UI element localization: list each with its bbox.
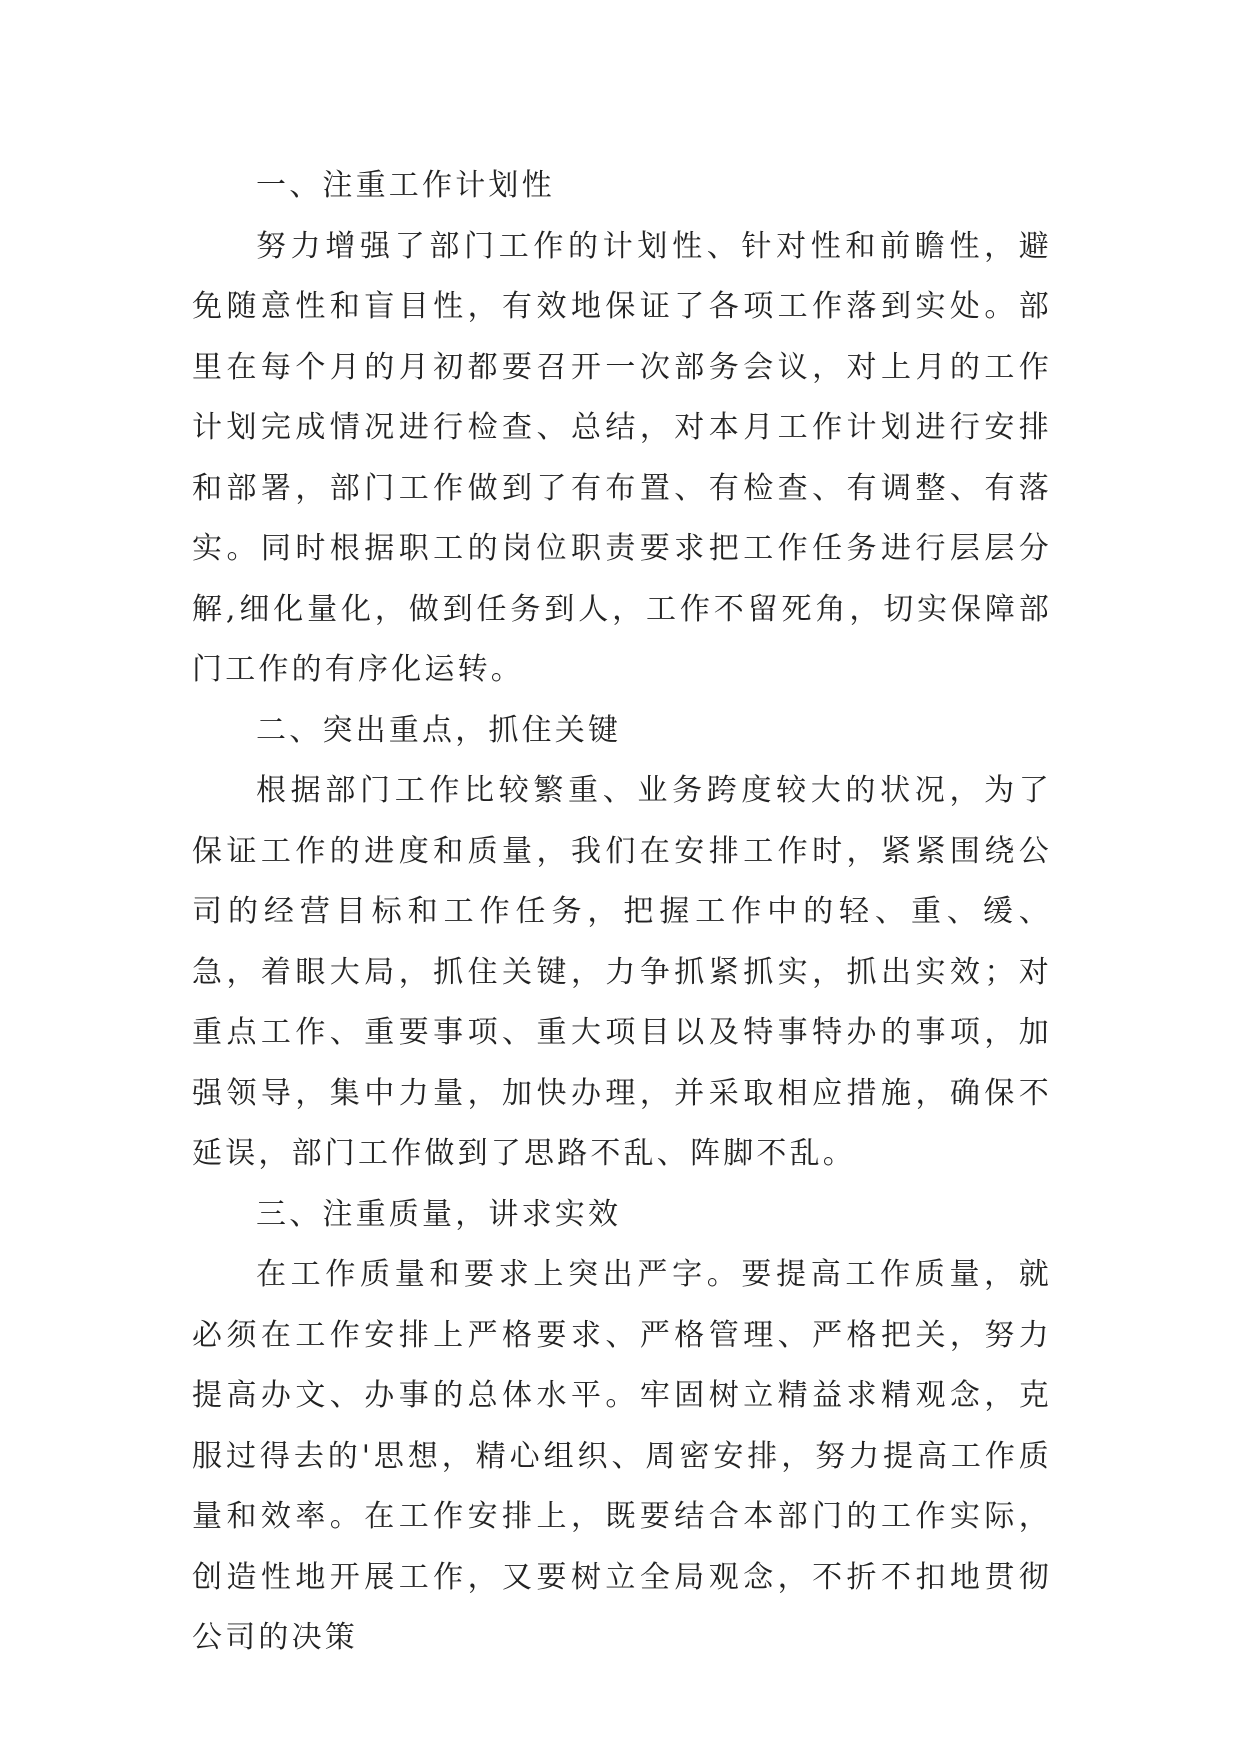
document-body bbox=[192, 156, 1052, 1669]
section-paragraph-3: 在工作质量和要求上突出严字。要提高工作质量，就必须在工作安排上严格要求、严格管理、严格把关，努力提高办文、办事的总体水平。牢固树立精益求精观念，克服过得去的'思想，精心组织、周密安排，努力提高工作质量和效率。在工作安排上，既要结合本部门的工作实际，创造性地开展工作，又要树立全局观念，不折不扣地贯彻公司的决策 bbox=[192, 1257, 1052, 1655]
section-heading-1: 一、注重工作计划性 bbox=[256, 168, 555, 203]
section-paragraph-1: 努力增强了部门工作的计划性、针对性和前瞻性，避免随意性和盲目性，有效地保证了各项工作落到实处。部里在每个月的月初都要召开一次部务会议，对上月的工作计划完成情况进行检查、总结，对本月工作计划进行安排和部署，部门工作做到了有布置、有检查、有调整、有落实。同时根据职工的岗位职责要求把工作任务进行层层分解,细化量化，做到任务到人，工作不留死角，切实保障部门工作的有序化运转。 bbox=[192, 228, 1052, 687]
section-paragraph-2: 根据部门工作比较繁重、业务跨度较大的状况，为了保证工作的进度和质量，我们在安排工作时，紧紧围绕公司的经营目标和工作任务，把握工作中的轻、重、缓、急，着眼大局，抓住关键，力争抓紧抓实，抓出实效；对重点工作、重要事项、重大项目以及特事特办的事项，加强领导，集中力量，加快办理，并采取相应措施，确保不延误，部门工作做到了思路不乱、阵脚不乱。 bbox=[192, 773, 1052, 1171]
section-heading-3: 三、注重质量，讲求实效 bbox=[256, 1196, 622, 1232]
section-heading-2: 二、突出重点，抓住关键 bbox=[256, 712, 622, 748]
